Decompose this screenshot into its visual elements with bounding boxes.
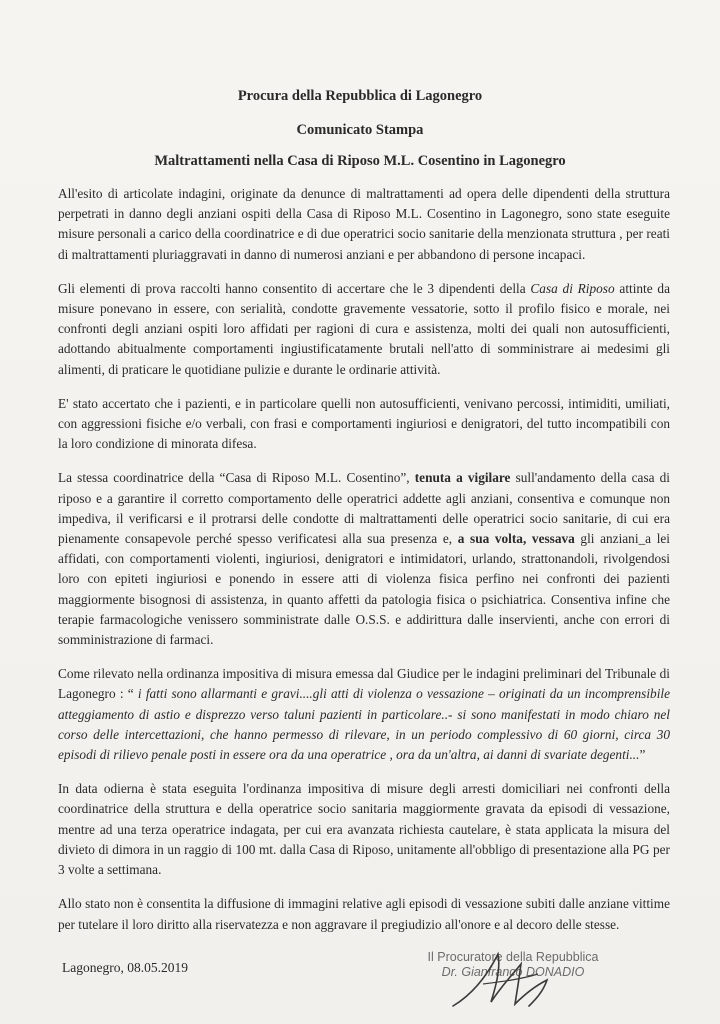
paragraph-2	[58, 279, 670, 380]
signatory-name: Dr. Gianfranco DONADIO	[441, 965, 585, 979]
text-span: gli anziani_a lei affidati, con comportamenti violenti, ingiuriosi, denigratori e intimidatori, urlando, strattonandoli, rivolgendosi loro con epiteti ingiuriosi e ponendo in essere atti di violenza fisica perfino nei confronti dei pazienti maggiormente bisognosi di assistenza, in quanto affetti da patologia fisica o psichiatrica. Consentiva infine che terapie farmacologiche venissero somministrate dalle O.S.S. e addirittura dalle inservienti, anche con errori di somministrazione di farmaci.	[58, 531, 670, 648]
signature-block	[413, 950, 613, 980]
institution-heading: Procura della Repubblica di Lagonegro	[237, 88, 483, 104]
paragraph-3: E' stato accertato che i pazienti, e in particolare quelli non autosufficienti, venivano percossi, intimiditi, umiliati, con aggressioni fisiche e/o verbali, con frasi e comportamenti ingiuriosi e denigratori, del tutto incompatibili con la loro condizione di minorata difesa.	[58, 395, 670, 452]
paragraph-7: Allo stato non è consentita la diffusione di immagini relative agli episodi di vessazione subiti dalle anziane vittime per tutelare il loro diritto alla riservatezza e non aggravare il pregiudizio all'onore e al decoro delle stesse.	[58, 896, 670, 932]
document-body	[58, 184, 670, 949]
text-span: Come rilevato nella ordinanza impositiva di misura emessa dal Giudice per le indagini preliminari del Tribunale di Lagonegro : “	[58, 666, 670, 702]
text-span: sull'andamento della casa di riposo e a garantire il corretto comportamento delle operatrici addette agli anziani, consentiva e comunque non impediva, il verificarsi e il protrarsi delle condotte di maltrattamenti delle operatrici socio sanitarie, di cui era pienamente consapevole perché spesso verificatesi alla sua presenza e,	[58, 470, 670, 547]
bold-span: tenuta a vigilare	[414, 470, 511, 486]
text-span: La stessa coordinatrice della “Casa di Riposo M.L. Cosentino”,	[58, 470, 415, 486]
emphasis-span: Casa di Riposo	[530, 280, 615, 296]
subject-heading: Maltrattamenti nella Casa di Riposo M.L. Cosentino in Lagonegro	[154, 153, 566, 169]
text-span: Gli elementi di prova raccolti hanno consentito di accertare che le 3 dipendenti della	[58, 280, 531, 296]
bold-span: a sua volta, vessava	[457, 531, 575, 547]
paragraph-4	[58, 468, 670, 650]
signatory-title: Il Procuratore della Repubblica	[427, 950, 599, 964]
paragraph-1: All'esito di articolate indagini, originate da denunce di maltrattamenti ad opera delle dipendenti della struttura perpetrati in danno degli anziani ospiti della Casa di Riposo M.L. Cosentino in Lagonegro, sono state eseguite misure personali a carico della coordinatrice e di due operatrici socio sanitarie della menzionata struttura , per reati di maltrattamenti pluriaggravati in danno di numerosi anziani e per abbandono di persone incapaci.	[58, 186, 670, 262]
text-span: attinte da misure ponevano in essere, con serialità, condotte gravemente vessatorie, sotto il profilo fisico e morale, nei confronti degli anziani ospiti loro affidati per ragioni di cura e assistenza, molti dei quali non autosufficienti, adottando abitualmente comportamenti ingiustificatamente brutali nell'atto di somministrare ai medesimi gli alimenti, di praticare le quotidiane pulizie e durante le ordinarie attività.	[58, 280, 670, 377]
document-type-heading: Comunicato Stampa	[296, 122, 424, 138]
paragraph-6: In data odierna è stata eseguita l'ordinanza impositiva di misure degli arresti domiciliari nei confronti della coordinatrice della struttura e della operatrice socio sanitaria maggiormente gravata da episodi di vessazione, mentre ad una terza operatrice indagata, per cui era avanzata richiesta cautelare, è stata applicata la misura del divieto di dimora in un raggio di 100 mt. dalla Casa di Riposo, unitamente all'obbligo di presentazione alla PG per 3 volte a settimana.	[58, 781, 670, 878]
paragraph-5	[58, 664, 670, 765]
text-span: ”	[639, 747, 646, 763]
place-date: Lagonegro, 08.05.2019	[62, 960, 188, 975]
quote-span: i fatti sono allarmanti e gravi....gli atti di violenza o vessazione – originati da un incomprensibile atteggiamento di astio e disprezzo verso taluni pazienti in particolare..- si sono manifestati in modo chiaro nel corso delle intercettazioni, che hanno permesso di rilevare, in un periodo complessivo di 60 giorni, circa 30 episodi di rilievo penale posti in essere ora da una operatrice , ora da un'altra, ai danni di svariate degenti...	[58, 686, 670, 763]
handwritten-signature-icon	[443, 944, 563, 1014]
